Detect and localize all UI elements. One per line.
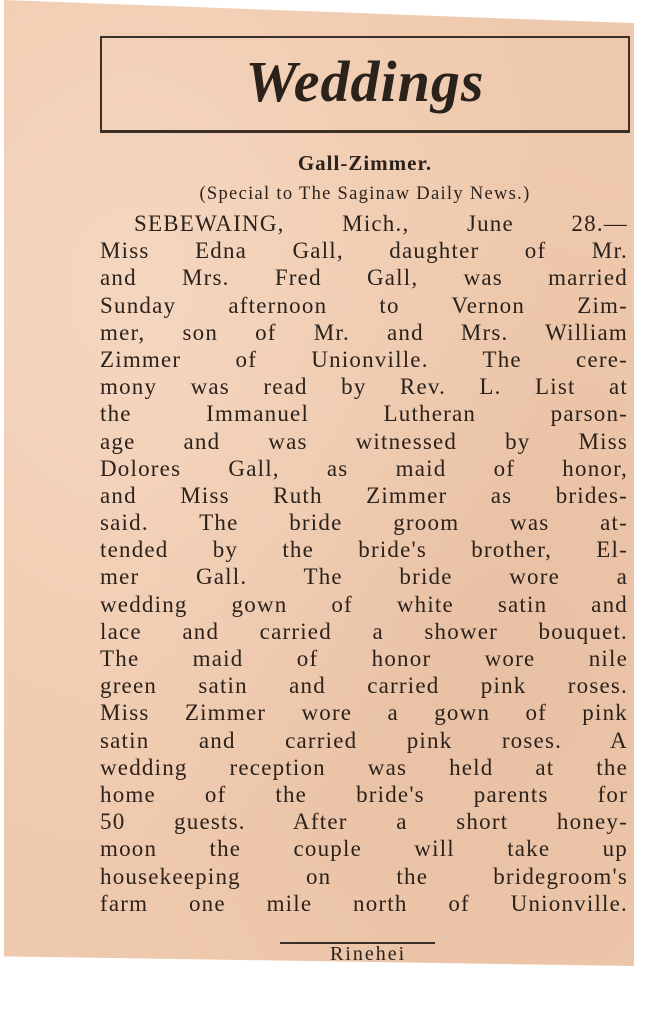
article-line: said. The bride groom was at-: [100, 510, 628, 536]
article-line: Zimmer of Unionville. The cere-: [100, 346, 628, 372]
next-article-fragment: [330, 943, 480, 965]
article-line: mony was read by Rev. L. List at: [100, 374, 628, 400]
article-line: green satin and carried pink roses.: [100, 673, 628, 699]
article-line: mer, son of Mr. and Mrs. William: [100, 319, 628, 345]
article-headline: Gall-Zimmer.: [297, 151, 433, 175]
article-line: The maid of honor wore nile: [100, 646, 628, 671]
article-line: tended by the bride's brother, El-: [100, 537, 628, 563]
article-line: moon the couple will take up: [100, 836, 628, 862]
next-heading-fragment: Rinehei: [330, 943, 407, 965]
article-credit: (Special to The Saginaw Daily News.): [199, 184, 531, 204]
article-line: mer Gall. The bride wore a: [100, 564, 628, 590]
article-body: [100, 210, 628, 917]
article-line: farm one mile north of Unionville.: [100, 890, 628, 916]
article-line: SEBEWAING, Mich., June 28.—: [134, 211, 628, 236]
article-line: and Miss Ruth Zimmer as brides-: [100, 482, 628, 508]
article-line: and Mrs. Fred Gall, was married: [100, 265, 628, 291]
section-header-box: [100, 36, 630, 132]
header-rule: [100, 132, 630, 133]
article-line: Dolores Gall, as maid of honor,: [100, 455, 628, 481]
article-line: the Immanuel Lutheran parson-: [100, 401, 628, 427]
article-line: age and was witnessed by Miss: [100, 428, 628, 454]
article-line: Sunday afternoon to Vernon Zim-: [100, 292, 628, 318]
article-line: home of the bride's parents for: [100, 781, 628, 807]
article-line: satin and carried pink roses. A: [100, 727, 628, 753]
article-line: wedding gown of white satin and: [100, 591, 628, 617]
article-line: Miss Zimmer wore a gown of pink: [100, 700, 628, 726]
section-title: Weddings: [245, 48, 485, 114]
article-line: lace and carried a shower bouquet.: [100, 618, 628, 644]
article-line: Miss Edna Gall, daughter of Mr.: [100, 238, 628, 264]
article-line: 50 guests. After a short honey-: [100, 809, 628, 835]
article-line: wedding reception was held at the: [100, 754, 628, 780]
article-line: housekeeping on the bridegroom's: [100, 863, 628, 889]
